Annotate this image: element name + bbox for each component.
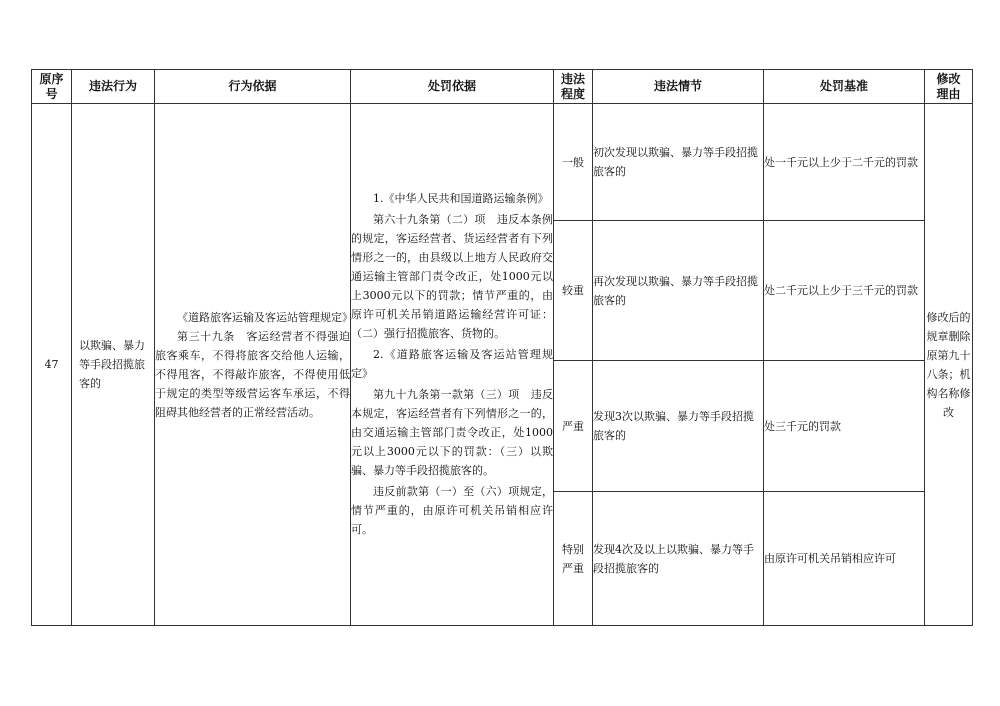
header-circumstance: 违法情节 xyxy=(593,70,764,104)
header-basis: 行为依据 xyxy=(155,70,351,104)
circumstance-general: 初次发现以欺骗、暴力等手段招揽旅客的 xyxy=(593,104,764,221)
standard-general: 处一千元以上少于二千元的罚款 xyxy=(764,104,925,221)
header-degree: 违法程度 xyxy=(554,70,593,104)
circumstance-severe: 发现3次以欺骗、暴力等手段招揽旅客的 xyxy=(593,361,764,492)
circumstance-extreme: 发现4次及以上以欺骗、暴力等手段招揽旅客的 xyxy=(593,492,764,626)
standard-extreme: 由原许可机关吊销相应许可 xyxy=(764,492,925,626)
penalty-article-2: 第九十九条第一款第（三）项 违反本规定，客运经营者有下列情形之一的，由交通运输主管部门责令改正，处1000元以上3000元以下的罚款：（三）以欺骗、暴力等手段招揽旅客的。 xyxy=(351,387,553,477)
header-act: 违法行为 xyxy=(72,70,155,104)
degree-extreme: 特别严重 xyxy=(554,492,593,626)
standard-severe: 处三千元的罚款 xyxy=(764,361,925,492)
cell-penalty-basis xyxy=(351,104,554,626)
degree-serious: 较重 xyxy=(554,221,593,361)
degree-severe: 严重 xyxy=(554,361,593,492)
header-no: 原序号 xyxy=(32,70,72,104)
header-row xyxy=(32,70,973,104)
basis-title: 《道路旅客运输及客运站管理规定》 xyxy=(177,310,353,324)
cell-reason: 修改后的规章删除原第九十八条；机构名称修改 xyxy=(925,104,973,626)
penalty-law-1: 1.《中华人民共和国道路运输条例》 xyxy=(373,191,549,205)
cell-no: 47 xyxy=(32,104,72,626)
header-reason: 修改理由 xyxy=(925,70,973,104)
header-penalty-basis: 处罚依据 xyxy=(351,70,554,104)
penalty-table xyxy=(31,69,973,626)
basis-text: 第三十九条 客运经营者不得强迫旅客乘车，不得将旅客交给他人运输，不得甩客，不得敲诈旅客，不得使用低于规定的类型等级营运客车承运，不得阻碍其他经营者的正常经营活动。 xyxy=(155,329,350,419)
penalty-article-3: 违反前款第（一）至（六）项规定，情节严重的，由原许可机关吊销相应许可。 xyxy=(351,484,553,536)
header-standard: 处罚基准 xyxy=(764,70,925,104)
table-row xyxy=(32,104,973,221)
standard-serious: 处二千元以上少于三千元的罚款 xyxy=(764,221,925,361)
penalty-law-2: 2.《道路旅客运输及客运站管理规定》 xyxy=(351,347,553,380)
circumstance-serious: 再次发现以欺骗、暴力等手段招揽旅客的 xyxy=(593,221,764,361)
penalty-article-1: 第六十九条第（二）项 违反本条例的规定，客运经营者、货运经营者有下列情形之一的，由县级以上地方人民政府交通运输主管部门责令改正，处1000元以上3000元以下的罚款；情节严重的，由原许可机关吊销道路运输经营许可证：（二）强行招揽旅客、货物的。 xyxy=(351,212,553,340)
cell-act: 以欺骗、暴力等手段招揽旅客的 xyxy=(72,104,155,626)
degree-general: 一般 xyxy=(554,104,593,221)
cell-basis xyxy=(155,104,351,626)
